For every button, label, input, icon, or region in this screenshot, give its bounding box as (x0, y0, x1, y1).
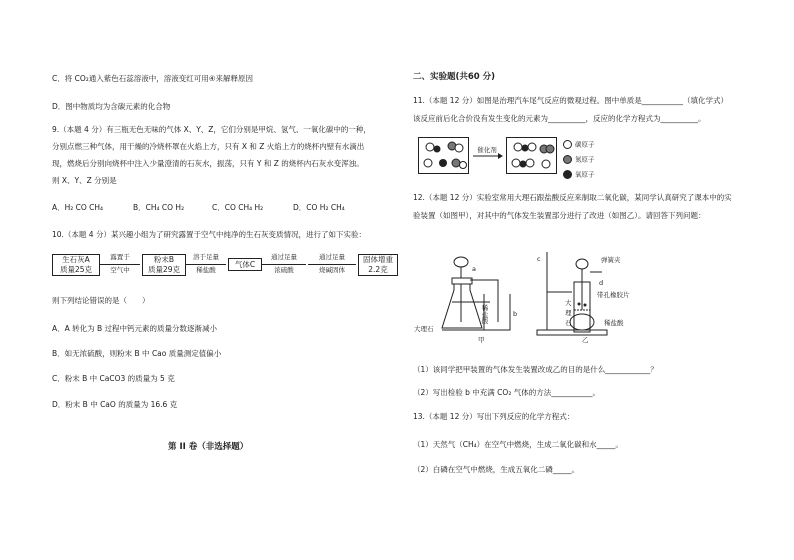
legend-nitrogen (563, 155, 595, 164)
legend-nitrogen-label: 氮原子 (575, 155, 595, 164)
atom (424, 159, 432, 167)
oxygen-atom-icon (563, 170, 572, 179)
legend-carbon (563, 140, 595, 149)
atom (426, 143, 434, 151)
label-marble2-1: 大 (565, 299, 572, 307)
atom (512, 159, 520, 167)
legend-carbon-label: 碳原子 (575, 140, 595, 149)
q9-option-b: B．CH₄ CO H₂ (133, 203, 185, 212)
flow-arrow2-bottom: 稀盐酸 (196, 266, 216, 274)
q13-line1: 13.（本题 12 分）写出下列反应的化学方程式： (413, 412, 575, 421)
label-acid: 稀盐酸 (481, 304, 489, 325)
atom (514, 143, 522, 151)
flow-arrow1-top: 露置于 (110, 253, 130, 261)
flow-box-powder (142, 254, 186, 276)
flow-box-quicklime (52, 254, 100, 276)
conical-flask (442, 282, 482, 328)
q9-option-d: D．CO H₂ CH₄ (293, 203, 345, 212)
label-rubber-plate: 带孔橡胶片 (597, 291, 630, 299)
label-d: d (599, 279, 604, 287)
flow-box-quicklime-mass: 质量25克 (59, 265, 93, 274)
flow-box-powder-label: 粉末B (153, 255, 175, 264)
q11-line2: 该反应前后化合价没有发生变化的元素为__________，反应的化学方程式为__________。 (413, 114, 706, 123)
flow-box-powder-mass: 质量29克 (147, 265, 181, 274)
q12-sub1: （1）该同学把甲装置的气体发生装置改成乙的目的是什么____________？ (413, 365, 658, 374)
flow-box-result (358, 254, 398, 276)
label-jia: 甲 (478, 336, 485, 344)
q10-option-c: C．粉末 B 中 CaCO3 的质量为 5 克 (52, 374, 175, 383)
marble-piece (584, 304, 587, 307)
carbon-atom-icon (563, 140, 572, 149)
flow-box-quicklime-label: 生石灰A (62, 255, 90, 264)
q13-sub1: （1）天然气（CH₄）在空气中燃烧，生成二氧化碳和水_____。 (413, 440, 623, 449)
q8-option-c: C．将 CO₂通入紫色石蕊溶液中，溶液变红可用④来解释原因 (52, 74, 253, 83)
label-c: c (537, 255, 541, 263)
flow-arrow3-top: 通过足量 (271, 253, 297, 261)
atom (546, 145, 554, 153)
flow-arrow1 (100, 264, 140, 265)
catalyst-label: 催化剂 (477, 146, 497, 154)
label-marble2-2: 理 (565, 309, 572, 317)
q10-question: 则下列结论错误的是（ ） (52, 296, 150, 305)
funnel-bulb-yi (576, 259, 588, 269)
label-a: a (472, 265, 476, 273)
q9-option-a: A．H₂ CO CH₄ (52, 203, 104, 212)
q9-option-c: C．CO CH₄ H₂ (212, 203, 264, 212)
label-acid-yi: 稀盐酸 (604, 319, 624, 327)
funnel-bulb (454, 257, 468, 267)
q12-sub2: （2）写出检验 b 中充满 CO₂ 气体的方法___________。 (413, 388, 600, 397)
atom (542, 160, 550, 168)
atom (434, 146, 441, 153)
atom (522, 145, 529, 152)
label-marble2-3: 石 (565, 319, 572, 327)
flow-box-gas: 气体C (228, 258, 262, 271)
q10-line1: 10.（本题 4 分）某兴趣小组为了研究露置于空气中纯净的生石灰变质情况，进行了如下实验： (52, 230, 366, 239)
q8-option-d: D．图中物质均为含碳元素的化合物 (52, 102, 171, 111)
label-clamp: 弹簧夹 (601, 256, 621, 264)
label-yi: 乙 (582, 336, 589, 344)
atom (520, 161, 527, 168)
q11-line1: 11.（本题 12 分）如图是治理汽车尾气反应的微观过程。图中单质是___________（填化学式） (413, 96, 728, 105)
section-2-heading: 第 II 卷（非选择题） (168, 442, 249, 452)
flow-arrow4-top: 通过足量 (319, 253, 345, 261)
flow-arrow3-bottom: 浓硫酸 (274, 266, 294, 274)
q9-line1: 9.（本题 4 分）有三瓶无色无味的气体 X、Y、Z，它们分别是甲烷、氢气、一氧化碳中的一种， (52, 125, 371, 134)
q10-option-a: A．A 转化为 B 过程中钙元素的质量分数逐渐减小 (52, 324, 218, 333)
q11-molecule-diagram (418, 137, 578, 177)
q9-line3: 现，燃烧后分别向烧杯中注入少量澄清的石灰水，振荡，只有 Y 和 Z 的烧杯内石灰水变浑浊。 (52, 159, 364, 168)
reaction-arrowhead (498, 153, 503, 159)
atom (439, 159, 447, 167)
label-marble: 大理石 (414, 325, 434, 333)
flow-arrow2-top: 溶于足量 (193, 253, 219, 261)
q9-line2: 分别点燃三种气体，用干燥的冷烧杯罩在火焰上方，只有 X 和 Z 火焰上方的烧杯内壁有水滴出 (52, 142, 365, 151)
q13-sub2: （2）白磷在空气中燃烧，生成五氧化二磷_____。 (413, 465, 580, 474)
q10-option-b: B．如无浓硫酸，则粉末 B 中 Cao 质量测定值偏小 (52, 349, 222, 358)
flow-box-result-mass: 2.2克 (368, 265, 388, 274)
marble-piece (578, 303, 581, 306)
atom (526, 159, 534, 167)
atom (452, 159, 460, 167)
atom (460, 162, 467, 169)
legend-oxygen (563, 170, 595, 179)
flow-box-result-label: 固体增重 (363, 255, 393, 264)
delivery-tube (470, 280, 498, 292)
q10-option-d: D．粉末 B 中 CaO 的质量为 16.6 克 (52, 400, 178, 409)
flow-arrow4-bottom: 烧碱固体 (319, 266, 345, 274)
atom (528, 143, 536, 151)
q9-line4: 则 X、Y、Z 分别是 (52, 176, 117, 185)
flow-arrow1-bottom: 空气中 (110, 266, 130, 274)
atom (455, 144, 463, 152)
retort-base (537, 330, 607, 335)
experiment-section-title: 二、实验题(共60 分) (413, 72, 496, 82)
legend-oxygen-label: 氧原子 (575, 170, 595, 179)
flask-stopper (452, 278, 472, 284)
flow-arrow2 (186, 264, 226, 265)
label-b: b (513, 310, 518, 318)
flow-arrow4 (308, 264, 356, 265)
q12-line1: 12.（本题 12 分）实验室常用大理石跟盐酸反应来制取二氧化碳，某同学认真研究了课本中的实 (413, 193, 732, 202)
nitrogen-atom-icon (563, 155, 572, 164)
q12-line2: 验装置（如图甲），对其中的气体发生装置部分进行了改进（如图乙）。请回答下列问题： (413, 211, 706, 220)
flow-arrow3 (262, 264, 306, 265)
